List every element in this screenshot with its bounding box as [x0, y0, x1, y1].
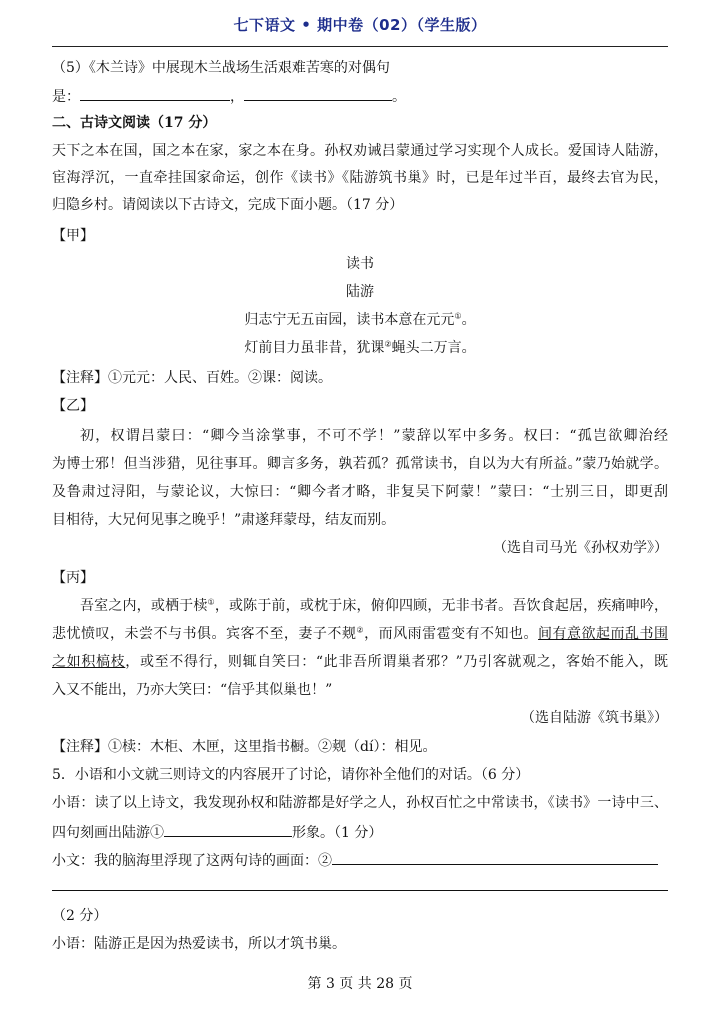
poem-line-1: 归志宁无五亩园，读书本意在元元①。 — [244, 311, 476, 328]
bing-line-1: 吾室之内，或栖于椟①，或陈于前，或枕于床，俯仰四顾，无非书者。吾饮食起居，疾痛呻吟， — [80, 597, 669, 614]
footnote-marker: ② — [356, 625, 365, 635]
q5-prev-end: 。 — [392, 89, 406, 105]
score-note: （2 分） — [52, 908, 108, 924]
yi-line-2: 为博士邪！但当涉猎，见往事耳。卿言多务，孰若孤？孤常读书，自以为大有所益。”蒙乃始就学。 — [52, 456, 668, 472]
answer-blank-4[interactable] — [332, 849, 658, 865]
yi-source: （选自司马光《孙权劝学》） — [493, 540, 668, 556]
passage-bing-marker: 【丙】 — [52, 570, 94, 586]
xiaoyu-line-1: 小语：读了以上诗文，我发现孙权和陆游都是好学之人，孙权百忙之中常读书，《读书》一诗中三、 — [52, 795, 668, 811]
q5-prev-prefix: 是： — [52, 89, 80, 105]
footnote-marker: ① — [454, 311, 462, 321]
bing-line-3: 之如积槁枝，或至不得行，则辄自笑曰：“此非吾所谓巢者邪？”乃引客就观之，客始不能入，既 — [52, 654, 669, 670]
answer-blank-5[interactable] — [52, 890, 668, 891]
poem-title: 读书 — [346, 256, 374, 272]
jia-annotation: 【注释】①元元：人民、百姓。②课：阅读。 — [52, 370, 332, 386]
poem-author: 陆游 — [346, 284, 374, 300]
passage-yi-marker: 【乙】 — [52, 398, 94, 414]
footnote-marker: ① — [207, 597, 215, 607]
yi-line-3: 及鲁肃过浔阳，与蒙论议，大惊曰：“卿今者才略，非复吴下阿蒙！”蒙曰：“士别三日，即更刮 — [52, 484, 668, 500]
q5-prev-comma: ， — [230, 89, 244, 105]
xiaoyu-line-2: 四句刻画出陆游① 形象。（1 分） — [52, 821, 668, 841]
answer-blank-2[interactable] — [244, 85, 392, 101]
header-rule — [52, 46, 668, 47]
underlined-sentence-part-1: 间有意欲起而乱书围 — [538, 626, 669, 642]
q5-prev-stem: （5）《木兰诗》中展现木兰战场生活艰难苦寒的对偶句 — [52, 60, 390, 76]
xiaoyu-line-3: 小语：陆游正是因为热爱读书，所以才筑书巢。 — [52, 936, 346, 952]
page-number: 第 3 页 共 28 页 — [307, 976, 413, 992]
q5-prev-answer-line — [52, 85, 668, 105]
answer-blank-3[interactable] — [164, 821, 292, 837]
yi-line-4: 目相待，大兄何见事之晚乎！”肃遂拜蒙母，结友而别。 — [52, 512, 396, 528]
bing-line-4: 入又不能出，乃亦大笑曰：“信乎其似巢也！” — [52, 682, 333, 698]
xiaowen-line: 小文：我的脑海里浮现了这两句诗的画面：② — [52, 849, 668, 869]
bing-line-2: 悲忧愤叹，未尝不与书俱。宾客不至，妻子不觌②，而风雨雷雹变有不知也。间有意欲起而乱书围 — [52, 625, 669, 642]
question-5-stem: 5．小语和小文就三则诗文的内容展开了讨论，请你补全他们的对话。（6 分） — [52, 767, 530, 783]
intro-line-2: 宦海浮沉，一直牵挂国家命运，创作《读书》《陆游筑书巢》时，已是年过半百，最终去官为民， — [52, 170, 668, 186]
underlined-sentence-part-2: 之如积槁枝 — [52, 654, 126, 670]
bing-source: （选自陆游《筑书巢》） — [521, 710, 668, 726]
intro-line-1: 天下之本在国，国之本在家，家之本在身。孙权劝诫吕蒙通过学习实现个人成长。爱国诗人陆游， — [52, 143, 668, 159]
footnote-marker: ② — [384, 339, 392, 349]
intro-line-3: 归隐乡村。请阅读以下古诗文，完成下面小题。（17 分） — [52, 197, 404, 213]
page-header-title: 七下语文 • 期中卷（02）（学生版） — [233, 16, 487, 34]
passage-jia-marker: 【甲】 — [52, 228, 94, 244]
yi-line-1: 初，权谓吕蒙曰：“卿今当涂掌事，不可不学！”蒙辞以军中多务。权曰：“孤岂欲卿治经 — [80, 428, 668, 444]
bing-annotation: 【注释】①椟：木柜、木匣，这里指书橱。②觌（dí）：相见。 — [52, 739, 437, 755]
poem-line-2: 灯前目力虽非昔，犹课②蝇头二万言。 — [244, 339, 476, 356]
answer-blank-1[interactable] — [80, 85, 230, 101]
section-2-title: 二、古诗文阅读（17 分） — [52, 115, 217, 131]
